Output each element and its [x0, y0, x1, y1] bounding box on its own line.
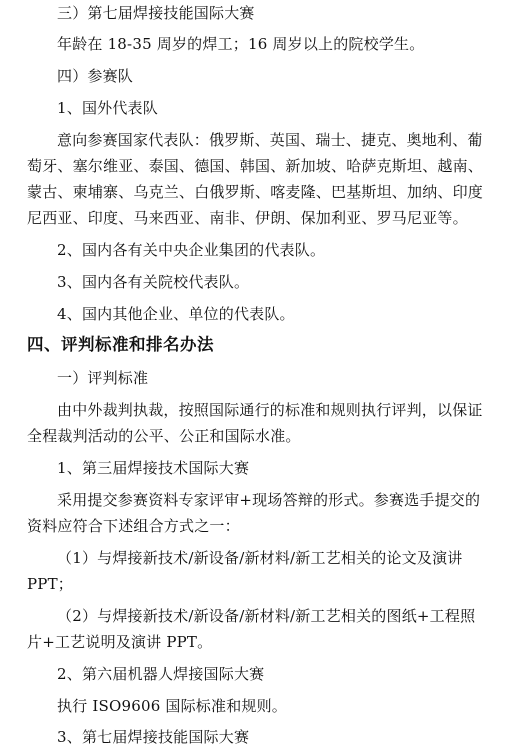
list-item-skills-contest: 3、第七届焊接技能国际大赛 — [57, 728, 250, 746]
section-heading-judging: 四、评判标准和排名办法 — [27, 335, 214, 354]
list-item-technology-contest: 1、第三届焊接技术国际大赛 — [57, 459, 250, 477]
subsection-heading-skills-contest: 三）第七届焊接技能国际大赛 — [57, 4, 255, 22]
paragraph-country-list-line-2: 萄牙、塞尔维亚、泰国、德国、韩国、新加坡、哈萨克斯坦、越南、 — [27, 157, 484, 175]
list-item-other-teams: 4、国内其他企业、单位的代表队。 — [57, 305, 295, 323]
option-1-line-2: PPT； — [27, 575, 73, 593]
paragraph-judging-line-2: 全程裁判活动的公平、公正和国际水准。 — [27, 427, 301, 445]
list-item-central-enterprise-teams: 2、国内各有关中央企业集团的代表队。 — [57, 241, 326, 259]
list-item-robot-welding-contest: 2、第六届机器人焊接国际大赛 — [57, 665, 265, 683]
paragraph-iso-standard: 执行 ISO9606 国际标准和规则。 — [57, 697, 288, 715]
paragraph-country-list-line-4: 尼西亚、印度、马来西亚、南非、伊朗、保加利亚、罗马尼亚等。 — [27, 209, 468, 227]
option-2-line-1: （2）与焊接新技术/新设备/新材料/新工艺相关的图纸+工程照 — [57, 607, 476, 625]
paragraph-country-list-line-1: 意向参赛国家代表队：俄罗斯、英国、瑞士、捷克、奥地利、葡 — [57, 131, 483, 149]
paragraph-submission-line-1: 采用提交参赛资料专家评审+现场答辩的形式。参赛选手提交的 — [57, 491, 481, 509]
subsection-heading-judging-standard: 一）评判标准 — [57, 369, 149, 387]
list-item-college-teams: 3、国内各有关院校代表队。 — [57, 273, 250, 291]
paragraph-age-requirement: 年龄在 18-35 周岁的焊工；16 周岁以上的院校学生。 — [57, 35, 425, 53]
option-2-line-2: 片+工艺说明及演讲 PPT。 — [27, 633, 213, 651]
paragraph-submission-line-2: 资料应符合下述组合方式之一： — [27, 517, 240, 535]
option-1-line-1: （1）与焊接新技术/新设备/新材料/新工艺相关的论文及演讲 — [57, 549, 463, 567]
paragraph-country-list-line-3: 蒙古、柬埔寨、乌克兰、白俄罗斯、喀麦隆、巴基斯坦、加纳、印度 — [27, 183, 484, 201]
paragraph-judging-line-1: 由中外裁判执裁，按照国际通行的标准和规则执行评判，以保证 — [57, 401, 483, 419]
list-item-foreign-teams: 1、国外代表队 — [57, 99, 158, 117]
subsection-heading-teams: 四）参赛队 — [57, 67, 134, 85]
